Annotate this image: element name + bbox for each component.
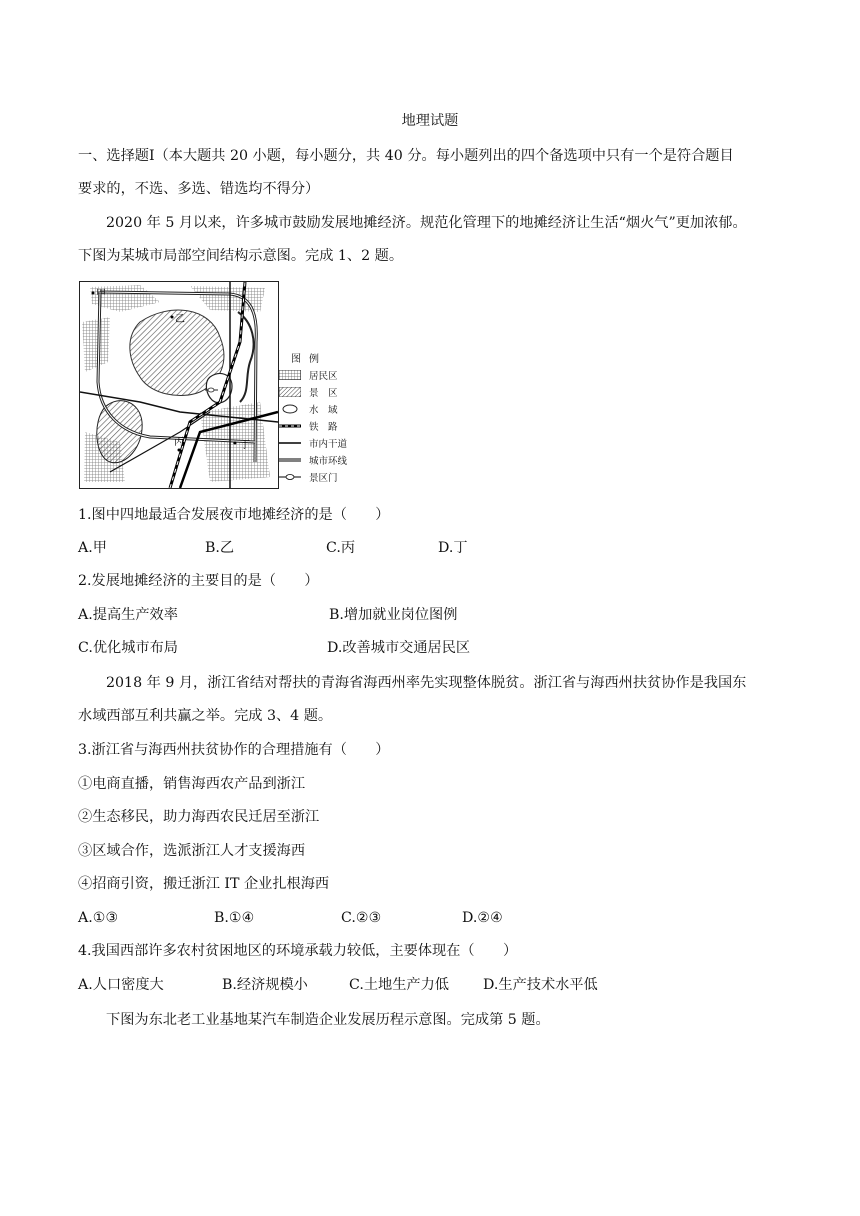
q2-option-c[interactable]: C.优化城市布局 — [78, 640, 178, 656]
q1-option-b[interactable]: B.乙 — [205, 540, 235, 556]
legend-item-water — [279, 402, 338, 416]
q3-option-b[interactable]: B.①④ — [214, 910, 255, 926]
section-heading-line2: 要求的，不选、多选、错选均不得分） — [78, 181, 320, 197]
scenic-gate-swatch-icon — [279, 472, 301, 482]
ring-road-swatch-icon — [279, 455, 301, 465]
water-swatch-icon — [279, 404, 301, 414]
q3-item-1: ①电商直播，销售海西农产品到浙江 — [78, 776, 306, 792]
residential-area — [190, 286, 265, 312]
q3-item-2: ②生态移民，助力海西农民迁居至浙江 — [78, 809, 320, 825]
legend-label: 铁 路 — [309, 422, 338, 433]
question-1-stem: 1.图中四地最适合发展夜市地摊经济的是（ ） — [78, 507, 390, 523]
place-label-bing: 丙 — [174, 437, 184, 448]
legend-label: 景区门 — [309, 473, 338, 484]
page-title: 地理试题 — [401, 113, 459, 129]
question-3-stem: 3.浙江省与海西州扶贫协作的合理措施有（ ） — [78, 742, 390, 758]
legend-item-residential — [279, 368, 338, 382]
intro2-line1: 2018 年 9 月，浙江省结对帮扶的青海省海西州率先实现整体脱贫。浙江省与海西州扶贫协作是我国东 — [106, 675, 747, 691]
q3-option-a[interactable]: A.①③ — [78, 910, 119, 926]
scenic-swatch-icon — [279, 387, 301, 397]
question-2-stem: 2.发展地摊经济的主要目的是（ ） — [78, 573, 319, 589]
residential-swatch-icon — [279, 370, 301, 380]
q3-option-d[interactable]: D.②④ — [462, 910, 503, 926]
legend-item-ring-road — [279, 453, 347, 467]
q3-item-4: ④招商引资，搬迁浙江 IT 企业扎根海西 — [78, 876, 330, 892]
section-heading-line1: 一、选择题Ⅰ（本大题共 20 小题，每小题分，共 40 分。每小题列出的四个备选项中只有一个是符合题目 — [78, 148, 734, 164]
q4-option-c[interactable]: C.土地生产力低 — [349, 977, 449, 993]
q4-option-b[interactable]: B.经济规模小 — [222, 977, 308, 993]
main-road-swatch-icon — [279, 438, 301, 448]
intro1-line2: 下图为某城市局部空间结构示意图。完成 1、2 题。 — [78, 248, 404, 264]
intro3: 下图为东北老工业基地某汽车制造企业发展历程示意图。完成第 5 题。 — [106, 1012, 550, 1028]
q3-item-3: ③区域合作，选派浙江人才支援海西 — [78, 843, 306, 859]
q4-option-d[interactable]: D.生产技术水平低 — [483, 977, 598, 993]
legend-item-scenic — [279, 385, 338, 399]
question-4-stem: 4.我国西部许多农村贫困地区的环境承载力较低，主要体现在（ ） — [78, 943, 518, 959]
map-legend — [277, 340, 357, 490]
legend-item-main-road — [279, 436, 347, 450]
q1-option-c[interactable]: C.丙 — [326, 540, 356, 556]
q2-option-a[interactable]: A.提高生产效率 — [78, 607, 178, 623]
intro1-line1: 2020 年 5 月以来，许多城市鼓励发展地摊经济。规范化管理下的地摊经济让生活“烟火气”更加浓郁。 — [106, 215, 747, 231]
legend-label: 市内干道 — [309, 439, 348, 450]
q2-option-b[interactable]: B.增加就业岗位图例 — [329, 607, 458, 623]
legend-item-scenic-gate — [279, 470, 338, 484]
legend-title: 图例 — [291, 354, 327, 365]
city-structure-map — [79, 281, 279, 489]
residential-area — [82, 317, 110, 372]
q4-option-a[interactable]: A.人口密度大 — [78, 977, 164, 993]
place-label-jia: 甲 — [96, 289, 106, 300]
q1-option-d[interactable]: D.丁 — [438, 540, 468, 556]
railway-swatch-icon — [279, 421, 301, 431]
legend-item-railway — [279, 419, 338, 433]
place-label-ding: 丁 — [240, 440, 250, 451]
place-label-yi: 乙 — [175, 314, 185, 325]
intro2-line2: 水域西部互利共赢之举。完成 3、4 题。 — [78, 708, 333, 724]
q3-option-c[interactable]: C.②③ — [341, 910, 382, 926]
q2-option-d[interactable]: D.改善城市交通居民区 — [327, 640, 471, 656]
q1-option-a[interactable]: A.甲 — [78, 540, 107, 556]
legend-label: 城市环线 — [309, 456, 348, 467]
legend-label: 景 区 — [309, 388, 338, 399]
legend-label: 居民区 — [309, 371, 338, 382]
legend-label: 水 域 — [309, 405, 338, 416]
